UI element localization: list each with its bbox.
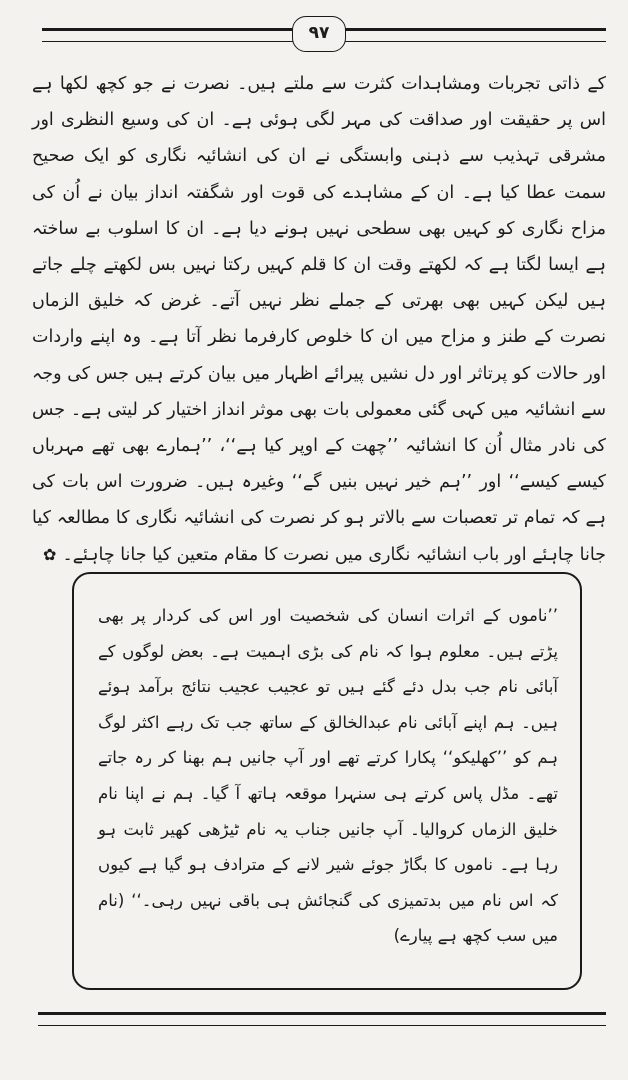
body-paragraph-text: کے ذاتی تجربات ومشاہدات کثرت سے ملتے ہیں۔ نصرت نے جو کچھ لکھا ہے اس پر حقیقت اور صداقت کی مہر لگی ہوئی ہے۔ ان کی وسیع النظری اور مشرقی تہذیب سے ذہنی وابستگی نے ان کی انشائیہ نگاری کو ایک صحیح سمت عطا کیا ہے۔ ان کے مشاہدے کی قوت اور شگفتہ انداز بیان نے اُن کی مزاح نگاری کو کہیں بھی سطحی نہیں ہونے دیا ہے۔ ان کا اسلوب بے ساختہ ہے ایسا لگتا ہے کہ لکھتے وقت ان کا قلم کہیں رکتا نہیں بس لکھتے چلے جاتے ہیں لیکن کہیں بھی بھرتی کے جملے نظر نہیں آتے۔ غرض کہ خلیق الزماں نصرت کے طنز و مزاح میں ان کا خلوص کارفرما نظر آتا ہے۔ وہ اپنے واردات اور حالات کو پرتاثر اور دل نشیں پیرائے اظہار میں بیان کرتے ہیں جس کی وجہ سے انشائیہ میں کہی گئی معمولی بات بھی موثر انداز اختیار کر لیتی ہے۔ جس کی نادر مثال اُن کا انشائیہ ’’چھت کے اوپر کیا ہے‘‘، ’’ہمارے بھی تھے مہرباں کیسے کیسے‘‘ اور ’’ہم خیر نہیں بنیں گے‘‘ وغیرہ ہیں۔ ضرورت اس بات کی ہے کہ تمام تر تعصبات سے بالاتر ہو کر نصرت کی انشائیہ نگاری کا مطالعہ کیا جانا چاہئے اور باب انشائیہ نگاری میں نصرت کا مقام متعین کیا جانا چاہئے۔ xyxy=(32,74,606,565)
body-paragraph xyxy=(32,66,606,573)
page-number: ۹۷ xyxy=(292,16,346,52)
quote-box xyxy=(72,572,582,990)
footer-rule xyxy=(38,1012,606,1026)
quote-text: ’’ناموں کے اثرات انسان کی شخصیت اور اس کی کردار پر بھی پڑتے ہیں۔ معلوم ہوا کہ نام کی بڑی اہمیت ہے۔ بعض لوگوں کے آبائی نام جب بدل دئے گئے ہیں تو عجیب عجیب نتائج برآمد ہوئے ہیں۔ ہم اپنے آبائی نام عبدالخالق کے ساتھ جب تک رہے اکثر لوگ ہم کو ’’کھلیکو‘‘ پکارا کرتے تھے اور آپ جانیں ہم بھنا کر رہ جاتے تھے۔ مڈل پاس کرتے ہی سنہرا موقعہ ہاتھ آ گیا۔ ہم نے اپنا نام خلیق الزماں کروالیا۔ آپ جانیں جناب یہ نام ٹیڑھی کھیر ثابت ہو رہا ہے۔ ناموں کا بگاڑ جوئے شیر لانے کے مترادف ہو گیا ہے کیوں کہ اس نام میں بدتمیزی کی گنجائش ہی باقی نہیں رہی۔‘‘ (نام میں سب کچھ ہے پیارے) xyxy=(98,606,558,946)
flower-ornament-icon: ✿ xyxy=(43,544,57,564)
